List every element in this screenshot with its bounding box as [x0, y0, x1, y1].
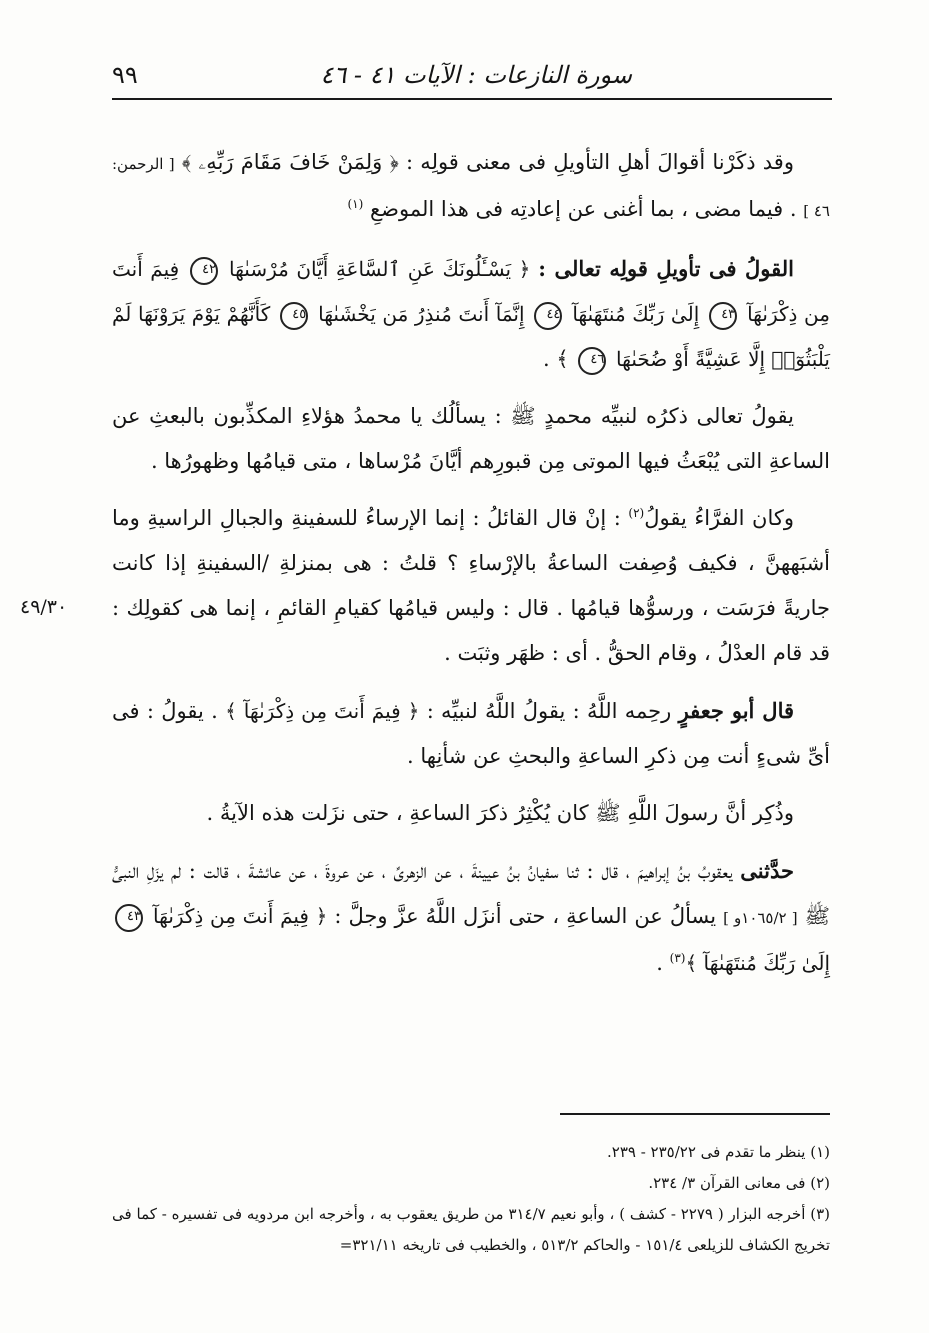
paragraph-5 — [112, 688, 830, 779]
footnotes — [112, 1137, 830, 1261]
ayah-close: ﴾ . — [542, 347, 569, 371]
p7-ayah-2: إِلَىٰ رَبِّكَ مُنتَهَىٰهَآ ﴾ — [685, 951, 830, 975]
paragraph-1 — [112, 140, 830, 234]
ayah-42: ﴿ يَسْـَٔلُونَكَ عَنِ ٱلسَّاعَةِ أَيَّانَ مُرْسَىٰهَا — [228, 257, 531, 281]
ayah-45: إِنَّمَآ أَنتَ مُنذِرُ مَن يَخْشَىٰهَا — [318, 302, 525, 326]
p7-text-a: يعقوبُ بنُ إبراهيمَ ، قال : ثنا سفيانُ بنُ عيينةَ ، عن الزهرىِّ ، عن عروةَ ، عن عائشةَ ، قالت : لم يزَلِ النبىُّ ﷺ — [112, 859, 830, 928]
p4-text-a: وكان الفرَّاءُ يقولُ — [644, 506, 794, 530]
p1-text: وقد ذكَرْنا أقوالَ أهلِ التأويلِ فى معنى قولِه : ﴿ وَلِمَنْ خَافَ مَقَامَ رَبِّهِۦ ﴾ — [181, 150, 794, 174]
p5-text-a: رحِمه اللَّهُ : يقولُ اللَّهُ لنبيِّه : — [426, 699, 672, 723]
ayah-number-44: ٤٤ — [534, 302, 562, 330]
p5-lead: قال أبو جعفرٍ — [678, 698, 795, 723]
p7-text-b: يسألُ عن الساعةِ ، حتى أنزَل اللَّهُ عزَّ وجلَّ : — [334, 904, 717, 928]
p7-manuscript-ref: [ ١٠٦٥/٢و ] — [723, 909, 798, 927]
ayah-46: كَأَنَّهُمْ يَوْمَ يَرَوْنَهَا لَمْ يَلْبَثُوٓا۟ إِلَّا عَشِيَّةً أَوْ ضُحَىٰهَا — [112, 302, 830, 371]
section-heading: القولُ فى تأويلِ قولِه تعالى : — [538, 256, 795, 281]
p1-text2: . فيما مضى ، بما أغنى عن إعادتِه فى هذا الموضعِ — [370, 197, 797, 221]
paragraph-7 — [112, 848, 830, 986]
ayah-number-43: ٤٣ — [709, 302, 737, 330]
ayah-43: فِيمَ أَنتَ مِن ذِكْرَىٰهَآ — [112, 257, 830, 326]
ayah-44: إِلَىٰ رَبِّكَ مُنتَهَىٰهَآ — [572, 302, 700, 326]
paragraph-6: وذُكِر أنَّ رسولَ اللَّهِ ﷺ كان يُكْثِرُ ذكرَ الساعةِ ، حتى نزَلت هذه الآيةُ . — [206, 801, 794, 825]
p1-reference: [ الرحمن: ٤٦ ] — [112, 155, 830, 220]
footnote-3: (٣) أخرجه البزار ( ٢٢٧٩ - كشف ) ، وأبو نعيم ٣١٤/٧ من طريق يعقوب به ، وأخرجه ابن مردويه فى تفسيره - كما فى تخريج الكشاف للزيلعى ١٥١/٤ - والحاكم ٥١٣/٢ ، والخطيب فى تاريخه ٣٢١/١١= — [112, 1205, 830, 1254]
main-text — [112, 140, 830, 998]
p7-ayah-number-43: ٤٣ — [115, 904, 143, 932]
running-title: سورة النازعات : الآيات ٤١ - ٤٦ — [320, 61, 632, 89]
p4-text-b: : إنْ قال القائلُ : إنما الإرساءُ للسفينةِ والجبالِ الراسيةِ وما أشبَههنَّ ، فكيف وُصِفت الساعةُ بالإرْساءِ ؟ قلتُ : هى بمنزلةِ /السفينةِ إذا كانت جاريةً فرَسَت ، ورسوُّها قيامُها . قال : وليس قيامُها كقيامِ القائمِ ، إنما هى كقولِك : قد قام العدْلُ ، وقام الحقُّ . أى : ظهَر وثبَت . — [112, 506, 830, 665]
p5-text-b: . يقولُ : فى أىِّ شىءٍ أنت مِن ذكرِ الساعةِ والبحثِ عن شأنِها . — [112, 699, 830, 768]
page-header — [112, 58, 832, 94]
margin-reference: ٤٩/٣٠ — [20, 596, 68, 618]
paragraph-2 — [112, 246, 830, 382]
p7-lead: حدَّثنى — [740, 858, 794, 883]
footnote-1: (١) ينظر ما تقدم فى ٢٣٥/٢٢ - ٢٣٩. — [606, 1143, 830, 1161]
ayah-number-42: ٤٢ — [190, 257, 218, 285]
ayah-number-46: ٤٦ — [578, 347, 606, 375]
header-divider — [112, 98, 832, 100]
footnote-mark-1: (١) — [347, 197, 364, 211]
footnote-divider — [560, 1113, 830, 1115]
page-number: ٩٩ — [112, 61, 138, 89]
p7-ayah-1: ﴿ فِيمَ أَنتَ مِن ذِكْرَىٰهَآ — [153, 904, 328, 928]
footnote-mark-3: (٣) — [669, 951, 686, 965]
p7-end: . — [656, 951, 663, 975]
footnote-mark-2: (٢) — [628, 506, 645, 520]
p5-ayah: ﴿ فِيمَ أَنتَ مِن ذِكْرَىٰهَآ ﴾ — [225, 699, 420, 723]
ayah-number-45: ٤٥ — [280, 302, 308, 330]
footnote-2: (٢) فى معانى القرآن ٣/ ٢٣٤. — [648, 1174, 830, 1192]
paragraph-4 — [112, 496, 830, 676]
paragraph-3: يقولُ تعالى ذكرُه لنبيِّه محمدٍ ﷺ : يسألُك يا محمدُ هؤلاءِ المكذِّبون بالبعثِ عن الساعةِ التى يُبْعَثُ فيها الموتى مِن قبورِهم أيَّانَ مُرْساها ، متى قيامُها وظهورُها . — [112, 404, 830, 473]
